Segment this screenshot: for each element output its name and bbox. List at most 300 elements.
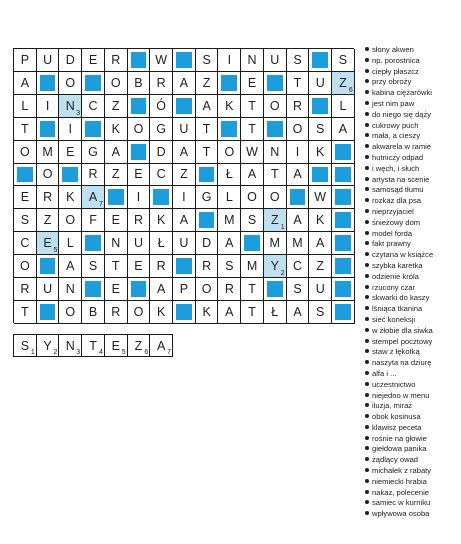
grid-cell: [264, 95, 287, 118]
grid-letter: P: [20, 52, 30, 67]
grid-block: [128, 141, 151, 164]
grid-cell: [218, 209, 241, 232]
grid-cell: [218, 278, 241, 301]
grid-letter: S: [88, 259, 98, 274]
grid-cell: [173, 232, 196, 255]
grid-letter: M: [292, 236, 303, 251]
grid-letter: W: [155, 52, 168, 67]
grid-cell: [14, 209, 37, 232]
grid-letter: A: [225, 236, 234, 251]
cell-number: 7: [98, 201, 103, 209]
clue-item: w żłobie dla siwka: [365, 326, 461, 337]
grid-letter: T: [202, 121, 211, 136]
grid-letter: Z: [111, 98, 120, 113]
grid-block-square: [40, 258, 56, 274]
grid-cell: [241, 49, 264, 72]
grid-cell: [82, 209, 105, 232]
grid-block: [332, 209, 355, 232]
grid-letter: O: [65, 213, 76, 228]
grid-letter: M: [269, 236, 280, 251]
grid-block-square: [267, 75, 283, 91]
solution-number: 7: [167, 349, 172, 356]
grid-block: [309, 95, 332, 118]
clue-item: jest nim paw: [365, 99, 461, 110]
grid-cell: [128, 301, 151, 324]
grid-block: [173, 95, 196, 118]
grid-cell: [14, 186, 37, 209]
grid-block-square: [335, 304, 351, 320]
grid-letter: G: [201, 190, 212, 205]
grid-letter: K: [157, 304, 166, 319]
grid-block-square: [131, 144, 147, 160]
grid-block-square: [85, 235, 101, 251]
grid-letter: Ł: [271, 304, 279, 319]
grid-cell: [37, 164, 60, 187]
grid-block: [128, 49, 151, 72]
clue-item: przy obroży: [365, 77, 461, 88]
grid-cell: [264, 232, 287, 255]
solution-cell: [150, 335, 173, 357]
grid-cell: [332, 49, 355, 72]
grid-cell: [150, 49, 173, 72]
grid-cell: [82, 301, 105, 324]
solution-letter: N: [65, 338, 75, 353]
clue-item: klawisz peceta: [365, 423, 461, 434]
grid-letter: O: [19, 259, 30, 274]
grid-cell: [105, 164, 128, 187]
grid-cell: [264, 164, 287, 187]
grid-letter: L: [339, 98, 347, 113]
grid-cell: [150, 118, 173, 141]
grid-cell: [241, 141, 264, 164]
grid-letter: B: [88, 304, 98, 319]
cell-number: 6: [348, 86, 353, 94]
grid-cell: [37, 278, 60, 301]
grid-block-square: [85, 121, 101, 137]
grid-letter: O: [110, 75, 121, 90]
clue-item: artysta na scenie: [365, 175, 461, 186]
grid-cell: [218, 186, 241, 209]
grid-block-square: [199, 212, 215, 228]
grid-letter: T: [21, 121, 29, 136]
grid-cell: [241, 209, 264, 232]
grid-letter: Z: [270, 213, 279, 228]
grid-letter: C: [88, 98, 98, 113]
grid-cell: [309, 301, 332, 324]
clue-item: cukrowy puch: [365, 121, 461, 132]
grid-block: [82, 118, 105, 141]
grid-letter: P: [179, 282, 189, 297]
grid-letter: O: [269, 190, 280, 205]
grid-cell: [264, 49, 287, 72]
grid-cell: [59, 278, 82, 301]
grid-letter: O: [133, 304, 144, 319]
grid-letter: N: [65, 98, 75, 113]
clue-item: czytana w książce: [365, 250, 461, 261]
grid-cell: [150, 255, 173, 278]
grid-letter: R: [292, 98, 302, 113]
grid-cell: [218, 301, 241, 324]
grid-cell: [287, 118, 310, 141]
grid-block-square: [199, 167, 215, 183]
grid-letter: O: [224, 144, 235, 159]
grid-block-square: [335, 189, 351, 205]
grid-letter: U: [133, 236, 143, 251]
grid-letter: Ó: [156, 98, 167, 113]
grid-block: [332, 164, 355, 187]
grid-block-square: [335, 144, 351, 160]
grid-letter: A: [293, 213, 302, 228]
grid-block: [82, 72, 105, 95]
grid-letter: D: [156, 144, 166, 159]
grid-letter: S: [293, 52, 302, 67]
grid-cell: [287, 232, 310, 255]
grid-cell: [264, 141, 287, 164]
grid-cell: [14, 141, 37, 164]
grid-cell: [218, 95, 241, 118]
grid-cell: [150, 95, 173, 118]
grid-letter: U: [315, 75, 325, 90]
grid-cell: [105, 209, 128, 232]
clue-item: nieprzyjaciel: [365, 207, 461, 218]
grid-cell: [241, 301, 264, 324]
crossword-grid: [13, 48, 354, 323]
grid-cell: [128, 118, 151, 141]
grid-letter: K: [316, 213, 325, 228]
grid-cell: [150, 209, 173, 232]
grid-cell: [173, 186, 196, 209]
grid-letter: A: [111, 144, 120, 159]
grid-letter: O: [292, 121, 303, 136]
grid-cell: [105, 255, 128, 278]
grid-letter: U: [315, 282, 325, 297]
grid-block-square: [153, 189, 169, 205]
grid-letter: A: [316, 236, 325, 251]
grid-letter: Z: [180, 167, 188, 182]
grid-block-square: [176, 258, 192, 274]
grid-cell: [173, 118, 196, 141]
grid-cell: [59, 118, 82, 141]
clue-item: rozkaz dla psa: [365, 196, 461, 207]
grid-letter: W: [246, 144, 258, 159]
solution-letter: Z: [134, 338, 143, 353]
grid-cell: [218, 232, 241, 255]
grid-letter: T: [21, 304, 29, 319]
grid-letter: G: [156, 121, 167, 136]
grid-letter: M: [246, 259, 258, 274]
solution-cell: [59, 335, 82, 357]
grid-letter: K: [66, 190, 75, 205]
grid-letter: R: [156, 75, 166, 90]
grid-cell: [59, 301, 82, 324]
grid-cell: [287, 72, 310, 95]
grid-letter: O: [65, 304, 76, 319]
grid-cell: [173, 141, 196, 164]
grid-block-square: [176, 98, 192, 114]
clue-item: rzucony czar: [365, 283, 461, 294]
solution-cell: [37, 335, 60, 357]
grid-letter: A: [157, 282, 166, 297]
grid-block: [241, 232, 264, 255]
grid-letter: O: [269, 98, 280, 113]
grid-block: [309, 164, 332, 187]
grid-cell: [264, 255, 287, 278]
grid-block: [332, 232, 355, 255]
grid-letter: R: [133, 213, 143, 228]
clue-item: niemiecki hrabia: [365, 477, 461, 488]
grid-cell: [287, 209, 310, 232]
grid-letter: O: [19, 144, 30, 159]
grid-cell: [128, 255, 151, 278]
grid-letter: T: [293, 75, 302, 90]
solution-number: 6: [144, 349, 149, 356]
cell-number: 3: [76, 109, 81, 117]
grid-cell: [332, 118, 355, 141]
grid-cell: [59, 72, 82, 95]
grid-letter: A: [66, 259, 75, 274]
grid-cell: [14, 255, 37, 278]
grid-cell: [59, 232, 82, 255]
grid-block-square: [335, 212, 351, 228]
grid-letter: A: [293, 167, 302, 182]
grid-letter: S: [316, 304, 325, 319]
grid-cell: [196, 301, 219, 324]
grid-letter: S: [225, 259, 234, 274]
grid-letter: A: [293, 304, 302, 319]
grid-cell: [218, 164, 241, 187]
grid-letter: M: [42, 144, 53, 159]
clue-item: niejedno w menu: [365, 391, 461, 402]
grid-block-square: [85, 75, 101, 91]
grid-letter: W: [314, 190, 327, 205]
solution-number: 4: [98, 349, 103, 356]
grid-letter: R: [111, 52, 121, 67]
grid-letter: Z: [43, 213, 52, 228]
grid-cell: [82, 164, 105, 187]
grid-letter: E: [20, 190, 30, 205]
grid-cell: [173, 278, 196, 301]
grid-letter: F: [89, 213, 97, 228]
grid-cell: [332, 95, 355, 118]
solution-strip: [13, 334, 173, 357]
clue-item: żądlący owad: [365, 455, 461, 466]
grid-cell: [196, 186, 219, 209]
grid-block: [150, 186, 173, 209]
clue-item: ciepły płaszcz: [365, 67, 461, 78]
grid-cell: [309, 255, 332, 278]
grid-cell: [37, 186, 60, 209]
grid-block-square: [312, 167, 328, 183]
grid-letter: E: [66, 144, 75, 159]
clue-item: iluzja, miraż: [365, 401, 461, 412]
solution-cell: [14, 335, 37, 357]
grid-letter: K: [111, 121, 120, 136]
clue-item: wpływowa osoba: [365, 509, 461, 520]
grid-letter: S: [316, 121, 325, 136]
grid-letter: Ł: [157, 236, 165, 251]
solution-letter: E: [111, 338, 120, 353]
grid-block-square: [40, 75, 56, 91]
solution-number: 5: [121, 349, 126, 356]
grid-cell: [105, 232, 128, 255]
grid-letter: L: [21, 98, 29, 113]
grid-block: [332, 186, 355, 209]
clue-item: staw z łękotką: [365, 347, 461, 358]
grid-block: [37, 118, 60, 141]
grid-cell: [14, 301, 37, 324]
grid-cell: [287, 49, 310, 72]
grid-letter: C: [292, 259, 302, 274]
grid-block-square: [131, 281, 147, 297]
grid-letter: R: [111, 304, 121, 319]
grid-cell: [105, 278, 128, 301]
grid-letter: S: [20, 213, 30, 228]
grid-letter: Y: [270, 259, 279, 274]
clue-item: i węch, i słuch: [365, 164, 461, 175]
solution-number: 1: [30, 349, 35, 356]
clue-item: uczestnictwo: [365, 380, 461, 391]
grid-letter: N: [111, 236, 121, 251]
clue-item: odzienie króla: [365, 272, 461, 283]
grid-cell: [196, 232, 219, 255]
grid-cell: [105, 301, 128, 324]
solution-letter: A: [157, 338, 166, 353]
grid-cell: [14, 95, 37, 118]
grid-cell: [287, 255, 310, 278]
clue-item: obok kosinusa: [365, 412, 461, 423]
clue-item: kabina ciężarówki: [365, 88, 461, 99]
solution-letter: S: [20, 338, 30, 353]
grid-letter: T: [111, 259, 120, 274]
grid-block-square: [131, 52, 147, 68]
grid-cell: [287, 141, 310, 164]
grid-cell: [128, 232, 151, 255]
grid-cell: [37, 141, 60, 164]
grid-block: [82, 278, 105, 301]
grid-cell: [241, 72, 264, 95]
grid-cell: [105, 95, 128, 118]
clue-item: model forda: [365, 229, 461, 240]
clue-item: szybka karetka: [365, 261, 461, 272]
grid-letter: L: [225, 190, 233, 205]
grid-letter: T: [270, 167, 279, 182]
grid-letter: D: [65, 52, 75, 67]
clue-item: lśniąca tkanina: [365, 304, 461, 315]
clue-item: naszyta na dziurę: [365, 358, 461, 369]
solution-number: 3: [76, 349, 81, 356]
grid-block-square: [221, 121, 237, 137]
grid-cell: [241, 95, 264, 118]
grid-letter: E: [134, 167, 143, 182]
grid-block-square: [17, 167, 33, 183]
grid-letter: T: [248, 304, 256, 319]
grid-cell: [241, 255, 264, 278]
grid-block: [332, 278, 355, 301]
grid-letter: T: [248, 98, 256, 113]
grid-cell: [105, 118, 128, 141]
grid-letter: T: [202, 144, 211, 159]
grid-block: [332, 301, 355, 324]
grid-block-square: [40, 121, 56, 137]
grid-cell: [173, 209, 196, 232]
grid-block-square: [176, 304, 192, 320]
grid-cell: [309, 278, 332, 301]
grid-cell: [37, 95, 60, 118]
grid-cell: [150, 72, 173, 95]
grid-block: [264, 118, 287, 141]
solution-letter: T: [89, 338, 97, 353]
grid-cell: [37, 232, 60, 255]
grid-block-square: [40, 304, 56, 320]
grid-block: [37, 255, 60, 278]
grid-letter: O: [42, 167, 53, 182]
grid-cell: [14, 49, 37, 72]
grid-cell: [218, 141, 241, 164]
grid-block: [218, 72, 241, 95]
solution-cell: [82, 335, 105, 357]
grid-block-square: [312, 98, 328, 114]
grid-cell: [309, 232, 332, 255]
grid-letter: N: [270, 144, 280, 159]
grid-cell: [287, 164, 310, 187]
grid-cell: [105, 49, 128, 72]
grid-block-square: [244, 235, 260, 251]
grid-cell: [82, 95, 105, 118]
grid-cell: [59, 186, 82, 209]
grid-block-square: [335, 281, 351, 297]
grid-cell: [196, 141, 219, 164]
grid-letter: R: [224, 282, 234, 297]
grid-letter: L: [66, 236, 74, 251]
grid-letter: A: [225, 304, 234, 319]
grid-cell: [309, 118, 332, 141]
grid-cell: [287, 301, 310, 324]
clue-item: samiec w kurniku: [365, 498, 461, 509]
grid-cell: [82, 49, 105, 72]
grid-cell: [14, 118, 37, 141]
grid-block-square: [176, 52, 192, 68]
grid-cell: [332, 72, 355, 95]
grid-letter: A: [338, 121, 348, 136]
grid-letter: Z: [111, 167, 120, 182]
clue-item: mała, a cieszy: [365, 131, 461, 142]
grid-letter: U: [179, 121, 189, 136]
grid-block-square: [85, 281, 101, 297]
grid-cell: [264, 186, 287, 209]
solution-cell: [128, 335, 151, 357]
grid-letter: K: [157, 213, 166, 228]
grid-cell: [241, 186, 264, 209]
grid-cell: [150, 141, 173, 164]
grid-letter: O: [65, 75, 76, 90]
grid-block-square: [335, 258, 351, 274]
grid-letter: C: [20, 236, 30, 251]
grid-block: [264, 278, 287, 301]
grid-letter: E: [247, 75, 257, 90]
grid-block: [14, 164, 37, 187]
grid-letter: T: [248, 121, 256, 136]
grid-letter: G: [88, 144, 98, 159]
grid-letter: A: [247, 167, 257, 182]
grid-block: [332, 255, 355, 278]
grid-cell: [105, 72, 128, 95]
grid-letter: E: [111, 282, 120, 297]
grid-letter: A: [20, 75, 30, 90]
clue-item: stempel pocztowy: [365, 337, 461, 348]
grid-letter: R: [20, 282, 30, 297]
grid-letter: I: [227, 52, 232, 67]
clue-item: samosąd tłumu: [365, 185, 461, 196]
